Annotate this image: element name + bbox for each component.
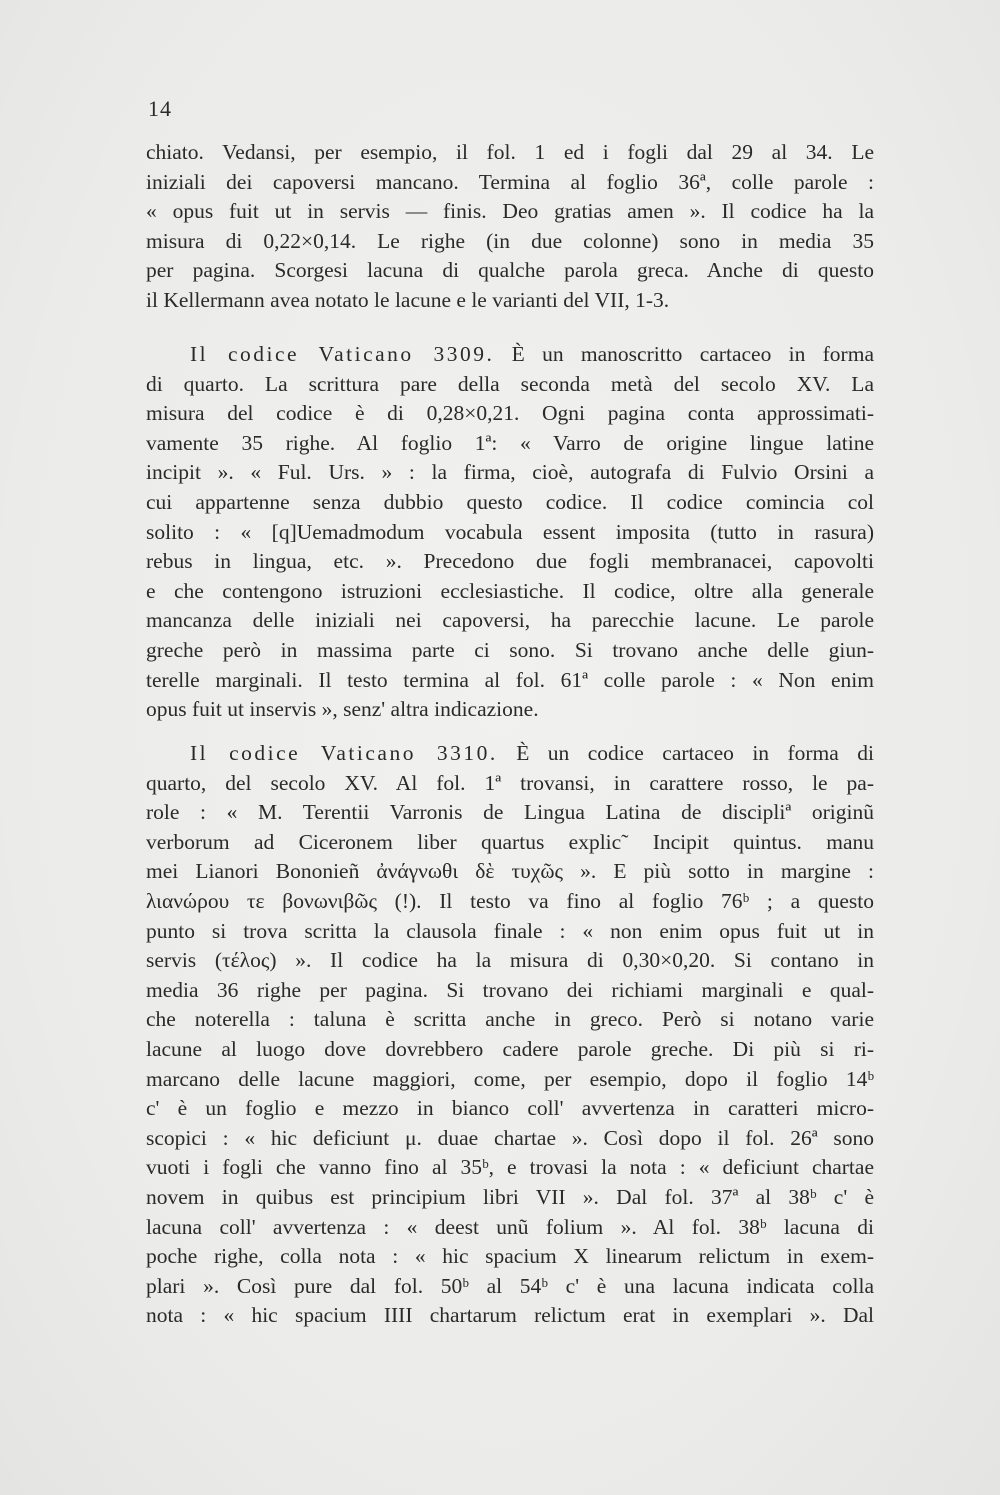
text-line: per pagina. Scorgesi lacuna di qualche parola greca. Anche di questo	[146, 258, 874, 283]
text-line: che noterella : taluna è scritta anche in greco. Però si notano varie	[146, 1007, 874, 1032]
text-line: opus fuit ut inservis », senz' altra indicazione.	[146, 697, 539, 722]
text-line: cui appartenne senza dubbio questo codice. Il codice comincia col	[146, 489, 874, 514]
text-line: scopici : « hic deficiunt μ. duae chartae ». Così dopo il fol. 26ª sono	[146, 1125, 874, 1150]
text-line: punto si trova scritta la clausola finale : « non enim opus fuit ut in	[146, 918, 874, 943]
paragraph-3	[146, 739, 874, 1331]
text-line: iniziali dei capoversi mancano. Termina al foglio 36ª, colle parole :	[146, 169, 874, 194]
text-line: « opus fuit ut in servis — finis. Deo gratias amen ». Il codice ha la	[146, 199, 874, 224]
text-line: incipit ». « Ful. Urs. » : la firma, cioè, autografa di Fulvio Orsini a	[146, 460, 874, 485]
section-heading: Il codice Vaticano 3309.	[190, 342, 495, 366]
text-line: novem in quibus est principium libri VII ». Dal fol. 37ª al 38ᵇ c' è	[146, 1184, 874, 1209]
paragraph-2	[146, 340, 874, 725]
text-line: rebus in lingua, etc. ». Precedono due fogli membranacei, capovolti	[146, 549, 874, 574]
text-line-first	[146, 340, 874, 370]
text-line: vuoti i fogli che vanno fino al 35ᵇ, e trovasi la nota : « deficiunt chartae	[146, 1155, 874, 1180]
text-line: servis (τέλος) ». Il codice ha la misura di 0,30×0,20. Si contano in	[146, 948, 874, 973]
text-line-continuation: È un codice cartaceo in forma di	[497, 741, 874, 765]
text-line-continuation: È un manoscritto cartaceo in forma	[494, 342, 874, 366]
text-line: di quarto. La scrittura pare della seconda metà del secolo XV. La	[146, 371, 874, 396]
text-line: λιανώρου τε βονωνιβῶς (!). Il testo va fino al foglio 76ᵇ ; a questo	[146, 888, 874, 913]
paragraph-1	[146, 138, 874, 316]
text-line: chiato. Vedansi, per esempio, il fol. 1 ed i fogli dal 29 al 34. Le	[146, 140, 874, 164]
text-line: il Kellermann avea notato le lacune e le varianti del VII, 1-3.	[146, 287, 670, 312]
text-line: misura di 0,22×0,14. Le righe (in due colonne) sono in media 35	[146, 228, 874, 253]
section-heading: Il codice Vaticano 3310.	[190, 741, 498, 765]
text-line: c' è un foglio e mezzo in bianco coll' avvertenza in caratteri micro-	[146, 1096, 874, 1121]
text-line: media 36 righe per pagina. Si trovano dei richiami marginali e qual-	[146, 977, 874, 1002]
page-number: 14	[148, 96, 172, 121]
text-line: marcano delle lacune maggiori, come, per esempio, dopo il foglio 14ᵇ	[146, 1066, 874, 1091]
text-line: solito : « [q]Uemadmodum vocabula essent imposita (tutto in rasura)	[146, 519, 874, 544]
text-line: mancanza delle iniziali nei capoversi, ha parecchie lacune. Le parole	[146, 608, 874, 633]
text-line: vamente 35 righe. Al foglio 1ª: « Varro de origine lingue latine	[146, 430, 874, 455]
text-line: role : « M. Terentii Varronis de Lingua Latina de discipliª originũ	[146, 800, 874, 825]
text-line: quarto, del secolo XV. Al fol. 1ª trovansi, in carattere rosso, le pa-	[146, 770, 874, 795]
text-line: greche però in massima parte ci sono. Si trovano anche delle giun-	[146, 637, 874, 662]
text-line: lacuna coll' avvertenza : « deest unũ folium ». Al fol. 38ᵇ lacuna di	[146, 1214, 874, 1239]
text-line: misura del codice è di 0,28×0,21. Ogni pagina conta approssimati-	[146, 401, 874, 426]
text-line: e che contengono istruzioni ecclesiastiche. Il codice, oltre alla generale	[146, 578, 874, 603]
text-line: lacune al luogo dove dovrebbero cadere parole greche. Di più si ri-	[146, 1036, 874, 1061]
text-line: verborum ad Ciceronem liber quartus explic˜ Incipit quintus. manu	[146, 829, 874, 854]
text-line: mei Lianori Bononieñ ἀνάγνωθι δὲ τυχῶς ». E più sotto in margine :	[146, 859, 874, 884]
text-line: terelle marginali. Il testo termina al fol. 61ª colle parole : « Non enim	[146, 667, 874, 692]
text-line-first	[146, 739, 874, 769]
text-line: plari ». Così pure dal fol. 50ᵇ al 54ᵇ c' è una lacuna indicata colla	[146, 1273, 874, 1298]
text-line: nota : « hic spacium IIII chartarum relictum erat in exemplari ». Dal	[146, 1303, 874, 1328]
text-line: poche righe, colla nota : « hic spacium X linearum relictum in exem-	[146, 1244, 874, 1269]
